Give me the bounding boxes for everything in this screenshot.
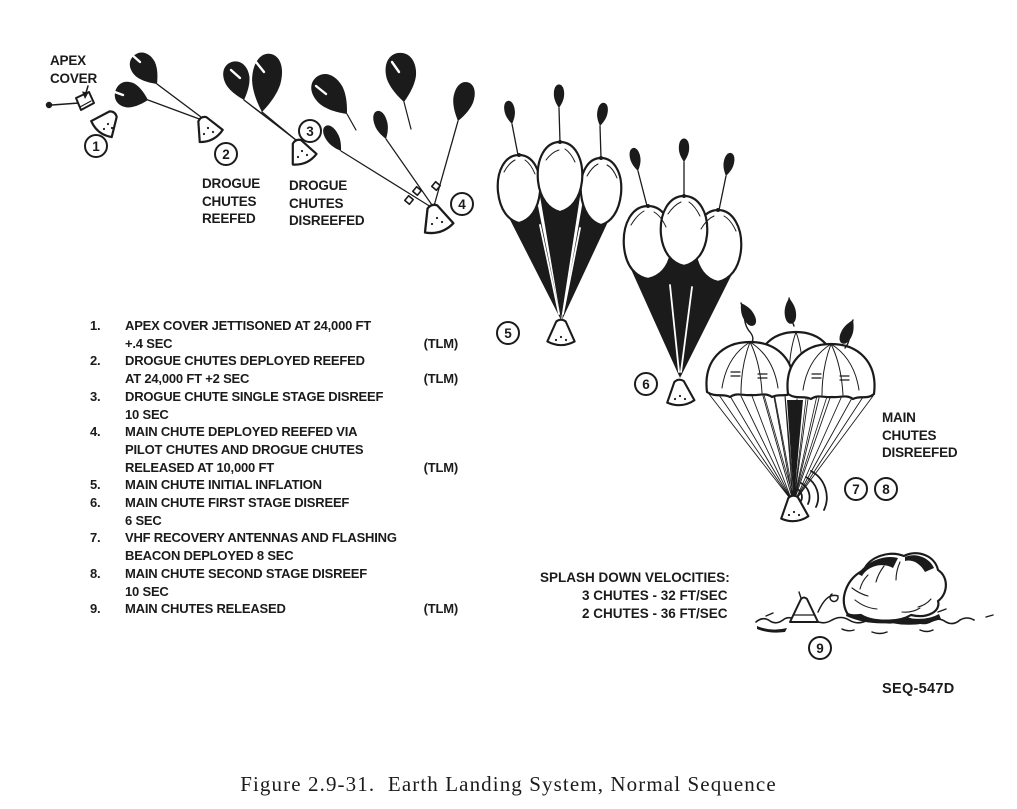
drogue-disreefed-label (289, 177, 364, 230)
event-tlm-tag (414, 547, 458, 565)
splash-title: SPLASH DOWN VELOCITIES: (540, 570, 730, 585)
event-text: VHF RECOVERY ANTENNAS AND FLASHING (125, 530, 397, 546)
event-text: APEX COVER JETTISONED AT 24,000 FT (125, 318, 372, 333)
event-number (90, 512, 125, 530)
event-number (90, 459, 125, 477)
event-text: 6 SEC (125, 512, 162, 528)
event-list-row (90, 352, 458, 370)
event-tlm-tag: (TLM) (423, 335, 458, 351)
stage-marker-7: 7 (844, 477, 868, 501)
main-disreefed-label-line: MAIN (882, 410, 916, 425)
event-number (90, 406, 125, 424)
event-number: 7. (90, 530, 101, 546)
event-text: MAIN CHUTES RELEASED (125, 601, 286, 617)
event-list-row (90, 459, 458, 477)
event-tlm-tag (414, 476, 458, 494)
event-tlm-tag (414, 512, 458, 530)
splash-velocity-line: 2 CHUTES - 36 FT/SEC (582, 606, 728, 621)
event-text: DROGUE CHUTES DEPLOYED REEFED (125, 353, 365, 369)
stage-marker-6: 6 (634, 372, 658, 396)
event-number: 3. (90, 388, 101, 404)
stage-2-art (112, 48, 224, 146)
event-text: 10 SEC (125, 583, 169, 599)
splash-velocity-line: 3 CHUTES - 32 FT/SEC (582, 588, 728, 603)
event-number (90, 547, 125, 565)
apex-cover-label (50, 52, 97, 87)
drogue-reefed-label-line: CHUTES (202, 193, 257, 209)
event-text: AT 24,000 FT +2 SEC (125, 371, 250, 387)
event-text: BEACON DEPLOYED 8 SEC (125, 548, 294, 564)
event-tlm-tag (414, 406, 458, 424)
stage-5-art (498, 85, 622, 346)
event-text: PILOT CHUTES AND DROGUE CHUTES (125, 441, 364, 457)
event-number: 8. (90, 565, 101, 581)
event-text: +.4 SEC (125, 335, 173, 351)
event-list-row (90, 600, 458, 618)
event-list-row (90, 406, 458, 424)
event-number (90, 335, 125, 353)
event-number (90, 441, 125, 459)
event-list-row (90, 370, 458, 388)
drogue-reefed-label (202, 175, 260, 228)
stage-marker-9: 9 (808, 636, 832, 660)
event-list-row (90, 317, 458, 335)
event-tlm-tag: (TLM) (423, 371, 458, 387)
event-list-row (90, 512, 458, 530)
drogue-disreefed-label-line: DISREEFED (289, 213, 365, 228)
event-list-row (90, 494, 458, 512)
event-tlm-tag (414, 529, 458, 547)
event-list (90, 317, 458, 618)
event-tlm-tag (414, 388, 458, 406)
event-tlm-tag (414, 317, 458, 335)
event-tlm-tag: (TLM) (423, 459, 458, 475)
apex-cover-label-line: COVER (50, 70, 98, 86)
event-list-row (90, 583, 458, 601)
event-number: 5. (90, 477, 101, 493)
event-list-row (90, 441, 458, 459)
event-text: RELEASED AT 10,000 FT (125, 459, 274, 475)
drogue-reefed-label-line: REEFED (202, 211, 256, 226)
event-number: 9. (90, 601, 101, 617)
event-tlm-tag (414, 565, 458, 583)
apex-cover-label-line: APEX (50, 53, 86, 68)
stage-9-art (756, 553, 993, 633)
event-number (90, 583, 125, 601)
event-text: MAIN CHUTE FIRST STAGE DISREEF (125, 495, 350, 511)
drogue-reefed-label-line: DROGUE (202, 176, 261, 191)
event-number: 1. (90, 318, 101, 333)
event-list-row (90, 423, 458, 441)
event-list-row (90, 529, 458, 547)
stage-marker-1: 1 (84, 134, 108, 158)
event-tlm-tag (414, 352, 458, 370)
event-list-row (90, 476, 458, 494)
splash-velocities (540, 569, 730, 623)
event-text: MAIN CHUTE INITIAL INFLATION (125, 477, 322, 493)
event-tlm-tag: (TLM) (423, 601, 458, 617)
figure-caption: Figure 2.9-31. Earth Landing System, Normal Sequence (240, 772, 777, 796)
event-text: MAIN CHUTE DEPLOYED REEFED VIA (125, 424, 358, 440)
event-text: DROGUE CHUTE SINGLE STAGE DISREEF (125, 388, 384, 404)
event-text: MAIN CHUTE SECOND STAGE DISREEF (125, 565, 368, 581)
event-list-row (90, 335, 458, 353)
drogue-disreefed-label-line: DROGUE (289, 178, 348, 193)
stage-1-art (46, 86, 125, 140)
event-list-row (90, 388, 458, 406)
stage-marker-2: 2 (214, 142, 238, 166)
stage-marker-8: 8 (874, 477, 898, 501)
stage-marker-3: 3 (298, 119, 322, 143)
event-list-row (90, 565, 458, 583)
stage-marker-5: 5 (496, 321, 520, 345)
stage-marker-4: 4 (450, 192, 474, 216)
main-disreefed-label-line: DISREEFED (882, 445, 958, 460)
event-tlm-tag (414, 583, 458, 601)
event-number: 2. (90, 353, 101, 369)
main-disreefed-label-line: CHUTES (882, 427, 937, 443)
event-list-row (90, 547, 458, 565)
event-text: 10 SEC (125, 406, 169, 422)
main-disreefed-label (882, 409, 957, 462)
event-tlm-tag (414, 441, 458, 459)
event-number (90, 370, 125, 388)
event-number: 4. (90, 424, 101, 440)
drawing-number: SEQ-547D (882, 681, 955, 697)
event-number: 6. (90, 495, 101, 511)
event-tlm-tag (414, 494, 458, 512)
drogue-disreefed-label-line: CHUTES (289, 195, 344, 211)
event-tlm-tag (414, 423, 458, 441)
